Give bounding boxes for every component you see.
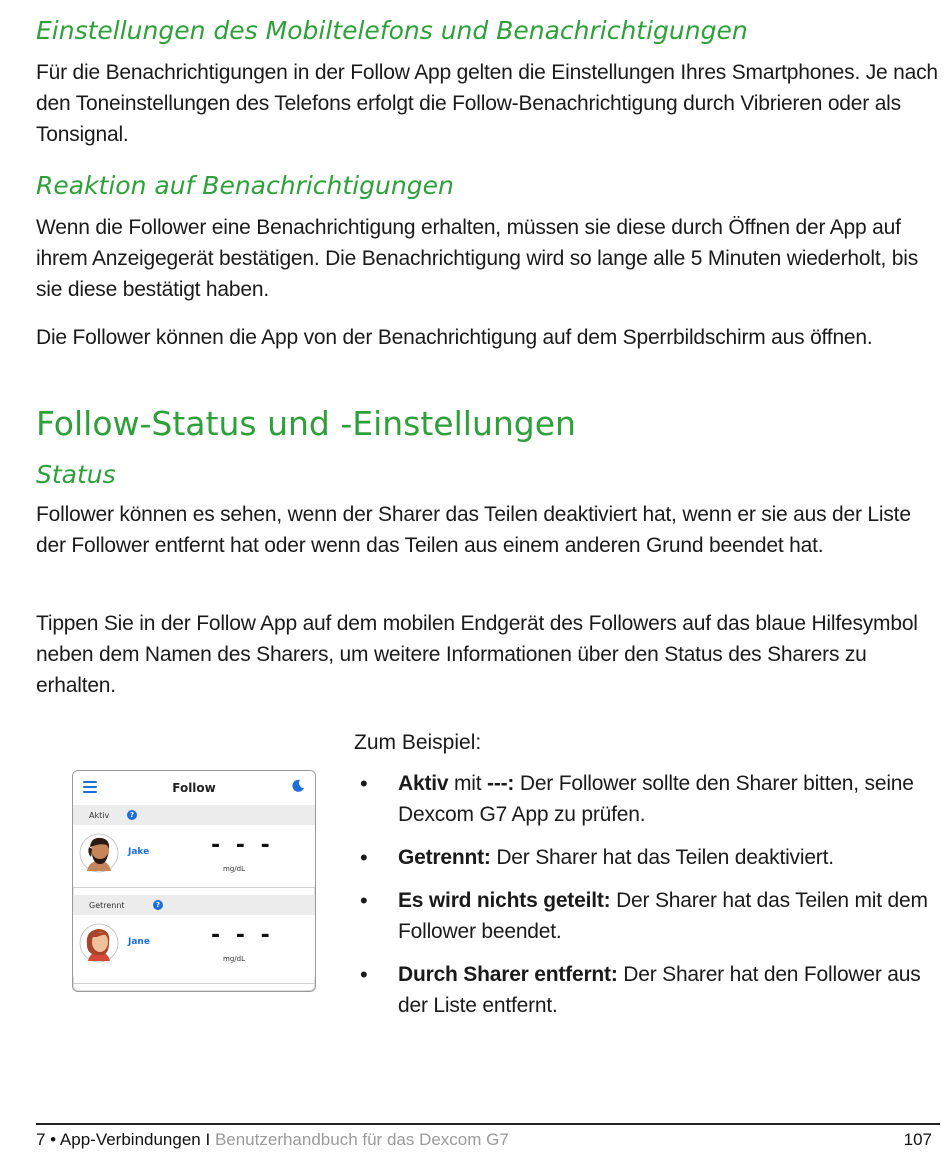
- item-text: Der Sharer hat das Teilen mit dem Follower beendet.: [398, 889, 928, 943]
- footer-chapter: 7 • App-Verbindungen: [36, 1130, 201, 1149]
- paragraph-status-2: Tippen Sie in der Follow App auf dem mobilen Endgerät des Followers auf das blaue Hilfesymbol neben dem Namen des Sharers, um weitere Informationen über den Status des Sharers zu erhalten.: [36, 612, 918, 697]
- list-item: [360, 842, 935, 873]
- item-connector: mit: [448, 772, 488, 795]
- page-footer: [36, 1129, 932, 1151]
- follower-name: Jake: [128, 847, 150, 857]
- paragraph-reaction-1: Wenn die Follower eine Benachrichtigung erhalten, müssen sie diese durch Öffnen der App auf ihrem Anzeigegerät bestätigen. Die Benachrichtigung wird so lange alle 5 Minuten wiederholt, bis sie diese bestätigt haben.: [36, 216, 918, 301]
- examples-intro: Zum Beispiel:: [354, 731, 482, 754]
- section-heading-reaction: Reaktion auf Benachrichtigungen: [36, 171, 454, 200]
- moon-icon[interactable]: [291, 779, 305, 793]
- app-title: Follow: [172, 781, 216, 795]
- item-text: Der Sharer hat das Teilen deaktiviert.: [490, 846, 834, 869]
- glucose-unit: mg/dL: [223, 955, 245, 963]
- follower-row[interactable]: [73, 825, 315, 887]
- item-text: Der Sharer hat den Follower aus der Liste entfernt.: [398, 963, 921, 1017]
- avatar-female-icon: [79, 923, 119, 963]
- group-header-aktiv: [73, 805, 315, 825]
- paragraph-reaction-2: Die Follower können die App von der Benachrichtigung auf dem Sperrbildschirm aus öffnen.: [36, 326, 873, 349]
- divider: [73, 983, 315, 984]
- group-header-getrennt: [73, 895, 315, 915]
- divider: [73, 887, 315, 888]
- footer-book-title: Benutzerhandbuch für das Dexcom G7: [214, 1130, 509, 1149]
- group-label: Getrennt: [89, 901, 125, 910]
- item-text: Der Follower sollte den Sharer bitten, seine Dexcom G7 App zu prüfen.: [398, 772, 914, 826]
- examples-list: [360, 768, 935, 1033]
- page-number: 107: [903, 1130, 932, 1149]
- paragraph-settings: Für die Benachrichtigungen in der Follow App gelten die Einstellungen Ihres Smartphones. Je nach den Toneinstellungen des Telefons erfolgt die Follow-Benachrichtigung durch Vibrieren oder als Tonsignal.: [36, 61, 938, 146]
- footer-rule: [36, 1123, 940, 1125]
- list-item: [360, 959, 935, 1021]
- app-header: [73, 771, 315, 805]
- list-item: [360, 885, 935, 947]
- item-term-value: ---:: [487, 772, 515, 795]
- follow-app-screenshot: [72, 770, 316, 992]
- help-icon[interactable]: ?: [153, 900, 163, 910]
- glucose-value: - - -: [211, 923, 274, 948]
- glucose-value: - - -: [211, 833, 274, 858]
- section-heading-settings: Einstellungen des Mobiltelefons und Benachrichtigungen: [36, 16, 748, 45]
- paragraph-status-1: Follower können es sehen, wenn der Sharer das Teilen deaktiviert hat, wenn er sie aus der Liste der Follower entfernt hat oder wenn das Teilen aus einem anderen Grund beendet hat.: [36, 503, 911, 557]
- footer-separator: I: [200, 1130, 215, 1149]
- item-term: Durch Sharer entfernt:: [398, 963, 618, 986]
- avatar-male-icon: [79, 833, 119, 873]
- glucose-unit: mg/dL: [223, 865, 245, 873]
- help-icon[interactable]: ?: [127, 810, 137, 820]
- main-heading: Follow-Status und -Einstellungen: [36, 404, 576, 443]
- group-label: Aktiv: [89, 811, 110, 820]
- item-term: Aktiv: [398, 772, 449, 795]
- item-term: Getrennt:: [398, 846, 491, 869]
- item-term: Es wird nichts geteilt:: [398, 889, 611, 912]
- list-item: [360, 768, 935, 830]
- follower-row[interactable]: [73, 915, 315, 977]
- section-heading-status: Status: [36, 460, 116, 489]
- follower-name: Jane: [128, 937, 150, 947]
